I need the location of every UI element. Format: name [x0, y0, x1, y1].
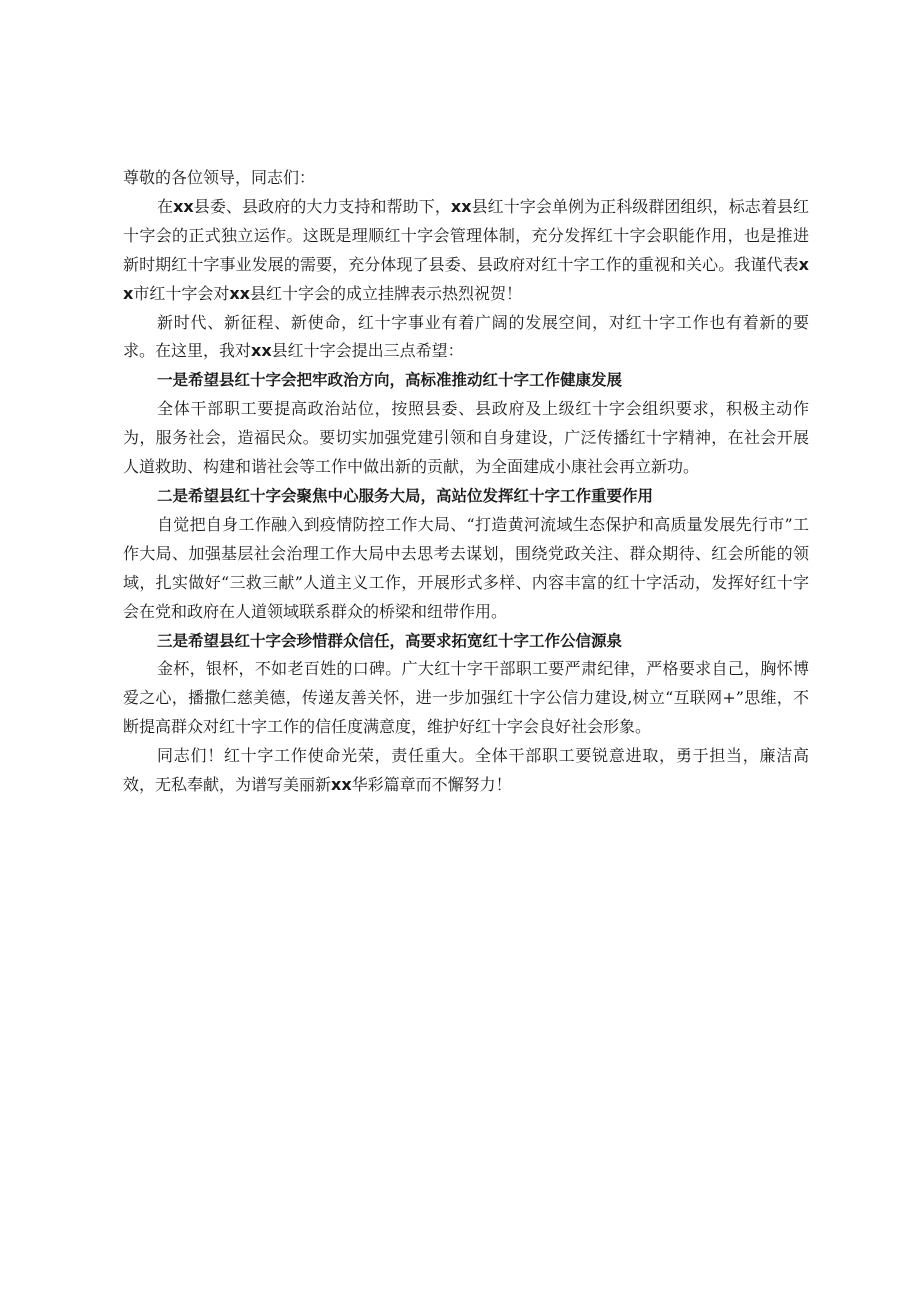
text-run: 市红十字会对 — [133, 283, 230, 303]
placeholder-xx: xx — [173, 196, 194, 216]
text-run: 同志们！红十字工作使命光荣，责任重大。全体干部职工要锐意进取，勇于担当，廉洁高效，无私奉献，为谱写美丽新 — [123, 746, 809, 795]
text-run: 华彩篇章而不懈努力！ — [351, 775, 512, 795]
text-run: 县委、县政府的大力支持和帮助下， — [193, 196, 451, 216]
placeholder-xx: xx — [450, 196, 472, 216]
paragraph-section-1: 全体干部职工要提高政治站位，按照县委、县政府及上级红十字会组织要求，积极主动作为，服务社会，造福民众。要切实加强党建引领和自身建设，广泛传播红十字精神，在社会开展人道救助、构建和谐社会等工作中做出新的贡献，为全面建成小康社会再立新功。 — [123, 399, 809, 477]
text-run: 县红十字会的成立挂牌表示热烈祝贺！ — [249, 283, 522, 303]
section-heading-2: 二是希望县红十字会聚焦中心服务大局，高站位发挥红十字工作重要作用 — [157, 486, 654, 505]
text-run: 新时代、新征程、新使命，红十字事业有着广阔的发展空间，对红十字工作也有着新的要求。在这里，我对 — [123, 312, 809, 361]
section-heading-3: 三是希望县红十字会珍惜群众信任，高要求拓宽红十字工作公信源泉 — [157, 631, 623, 650]
paragraph-closing — [123, 742, 809, 800]
text-run: 县红十字会提出三点希望： — [271, 341, 464, 361]
paragraph-intro — [123, 193, 809, 309]
paragraph-section-3: 金杯，银杯，不如老百姓的口碑。广大红十字干部职工要严肃纪律，严格要求自己，胸怀博爱之心，播撒仁慈美德，传递友善关怀，进一步加强红十字公信力建设,树立“互联网+”思维，不断提高群众对红十字工作的信任度满意度，维护好红十字会良好社会形象。 — [123, 659, 809, 737]
placeholder-xx: xx — [229, 283, 250, 303]
text-run: 在 — [157, 196, 174, 216]
greeting: 尊敬的各位领导，同志们： — [123, 168, 316, 187]
placeholder-xx: xx — [123, 254, 809, 303]
placeholder-xx: xx — [331, 775, 352, 795]
text-run: 县红十字会单例为正科级群团组织，标志着县红十字会的正式独立运作。这既是理顺红十字会管理体制，充分发挥红十字会职能作用，也是推进新时期红十字事业发展的需要，充分体现了县委、县政府对红十字工作的重视和关心。我谨代表 — [123, 196, 809, 274]
paragraph-section-2: 自觉把自身工作融入到疫情防控工作大局、“打造黄河流域生态保护和高质量发展先行市”工作大局、加强基层社会治理工作大局中去思考去谋划，围绕党政关注、群众期待、红会所能的领域，扎实做好“三救三献”人道主义工作，开展形式多样、内容丰富的红十字活动，发挥好红十字会在党和政府在人道领域联系群众的桥梁和纽带作用。 — [123, 514, 809, 621]
placeholder-xx: xx — [251, 341, 272, 361]
document-body — [123, 164, 809, 800]
paragraph-expectations — [123, 309, 809, 367]
section-heading-1: 一是希望县红十字会把牢政治方向，高标准推动红十字工作健康发展 — [157, 371, 623, 390]
